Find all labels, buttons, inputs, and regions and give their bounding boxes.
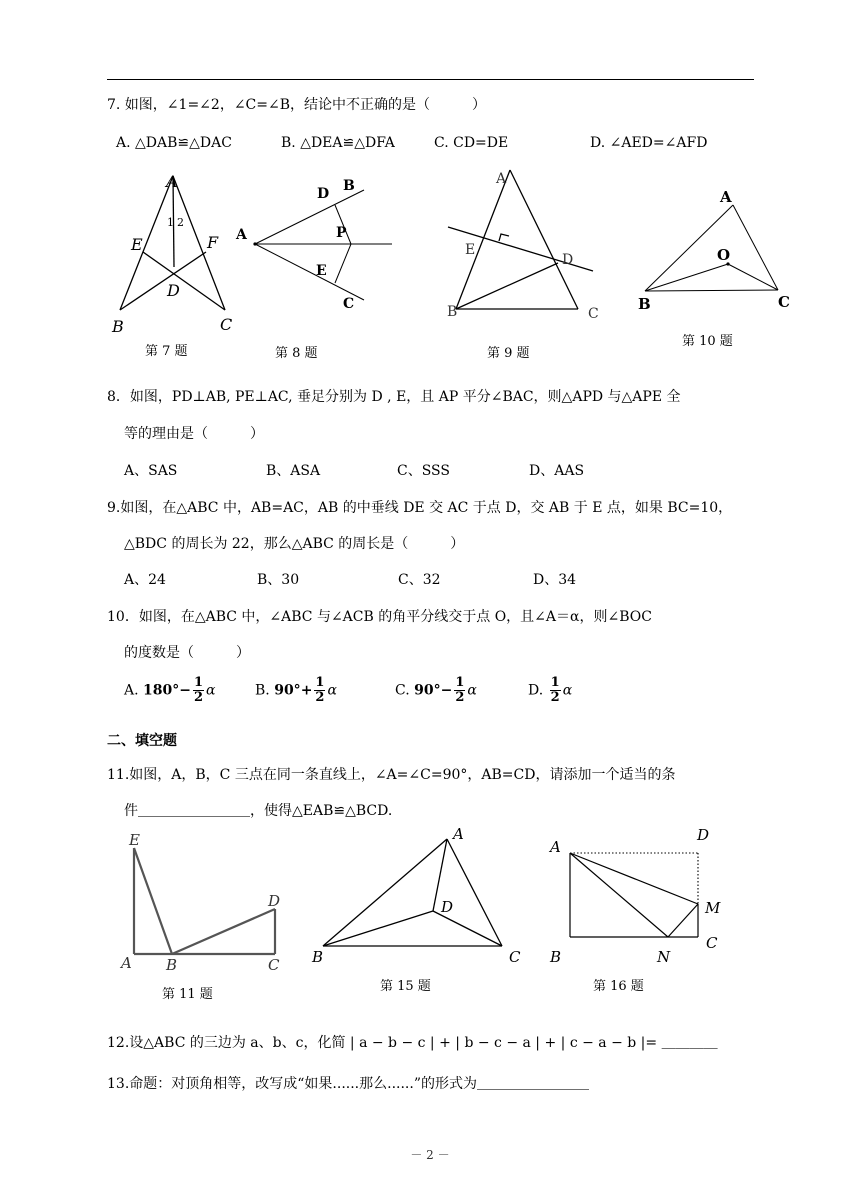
fig10-label-a: A	[720, 188, 732, 206]
fig7-label-c: C	[220, 315, 233, 334]
q10-option-d: D. $\frac{1}{2}$ α	[528, 675, 573, 705]
fig16-label-a: A	[550, 838, 561, 856]
caption-fig15: 第 15 题	[380, 979, 431, 994]
section-fill-in-blank: 二、填空题	[107, 733, 177, 749]
fig11-label-c: C	[268, 956, 280, 974]
fig16-label-d: D	[697, 826, 710, 844]
fig9-label-a: A	[496, 171, 507, 187]
fig15-label-b: B	[312, 948, 324, 966]
caption-fig11: 第 11 题	[162, 987, 213, 1002]
q10-option-a: A. 180°− $\frac{1}{2}$ α	[124, 675, 216, 705]
figure-15	[305, 822, 530, 972]
fig15-label-d: D	[441, 898, 454, 916]
fig9-label-e: E	[465, 242, 476, 258]
fig15-label-a: A	[453, 825, 464, 843]
caption-fig8: 第 8 题	[275, 346, 318, 361]
fig11-label-a: A	[121, 954, 132, 972]
caption-fig7: 第 7 题	[145, 344, 188, 359]
fig16-label-m: M	[705, 899, 721, 917]
q8-option-b: B、ASA	[266, 463, 321, 479]
header-rule	[107, 79, 754, 80]
q8-option-c: C、SSS	[397, 463, 450, 479]
figure-8	[230, 170, 400, 320]
fig7-label-b: B	[112, 317, 124, 336]
fig15-label-c: C	[509, 948, 521, 966]
q9-line2: △BDC 的周长为 22，那么△ABC 的周长是（ ）	[124, 536, 465, 552]
fig11-label-e: E	[129, 831, 140, 849]
fig11-label-d: D	[268, 892, 281, 910]
fig16-label-b: B	[550, 948, 562, 966]
figure-10	[630, 180, 800, 320]
caption-fig9: 第 9 题	[487, 346, 530, 361]
figure-11	[110, 828, 310, 978]
q7-stem: 7. 如图，∠1=∠2，∠C=∠B，结论中不正确的是（ ）	[107, 97, 487, 113]
fig10-label-o: O	[717, 246, 731, 264]
q8-line1: 8．如图，PD⊥AB, PE⊥AC, 垂足分别为 D , E，且 AP 平分∠BAC，则△APD 与△APE 全	[107, 389, 681, 405]
q9-option-a: A、24	[124, 572, 166, 588]
fig7-label-2: 2	[177, 216, 184, 229]
fig8-label-b: B	[343, 178, 355, 194]
q7-option-c: C. CD=DE	[434, 135, 509, 151]
fig8-label-a: A	[236, 227, 247, 243]
figure-9	[438, 162, 618, 332]
q9-line1: 9.如图，在△ABC 中，AB=AC，AB 的中垂线 DE 交 AC 于点 D，交 AB 于 E 点，如果 BC=10，	[107, 500, 733, 516]
q11-line2: 件＿＿＿＿＿＿＿＿，使得△EAB≌△BCD.	[124, 803, 393, 819]
q9-option-c: C、32	[398, 572, 441, 588]
fig8-label-c: C	[343, 296, 355, 312]
q10-option-c: C. 90°− $\frac{1}{2}$ α	[395, 675, 477, 705]
q7-option-d: D. ∠AED=∠AFD	[590, 135, 708, 151]
fig10-label-c: C	[778, 293, 790, 311]
q11-line1: 11.如图，A，B，C 三点在同一条直线上，∠A=∠C=90°，AB=CD，请添加一个适当的条	[107, 767, 676, 783]
fig9-label-c: C	[588, 306, 599, 322]
fig16-label-c: C	[706, 934, 718, 952]
q10-option-b: B. 90°+ $\frac{1}{2}$ α	[255, 675, 337, 705]
q9-option-b: B、30	[257, 572, 300, 588]
fig8-label-e: E	[316, 263, 327, 279]
fig7-label-a: A	[166, 172, 178, 191]
fig7-label-f: F	[207, 233, 219, 252]
fig11-label-b: B	[166, 956, 178, 974]
fig16-label-n: N	[657, 948, 671, 966]
q8-option-d: D、AAS	[529, 463, 585, 479]
q7-option-a: A. △DAB≌△DAC	[116, 135, 232, 151]
caption-fig10: 第 10 题	[682, 334, 733, 349]
caption-fig16: 第 16 题	[593, 979, 644, 994]
fig7-label-e: E	[131, 235, 143, 254]
q7-option-b: B. △DEA≌△DFA	[281, 135, 395, 151]
fig7-label-1: 1	[167, 216, 174, 229]
figure-16	[540, 824, 740, 974]
q13-text: 13.命题：对顶角相等，改写成“如果......那么......”的形式为＿＿＿＿＿＿＿＿	[107, 1076, 589, 1092]
q9-option-d: D、34	[533, 572, 577, 588]
q10-line1: 10．如图，在△ABC 中，∠ABC 与∠ACB 的角平分线交于点 O，且∠A＝α，则∠BOC	[107, 609, 652, 625]
q12-text: 12.设△ABC 的三边为 a、b、c，化简 | a − b − c | + | b − c − a | + | c − a − b |= ＿＿＿＿	[107, 1035, 718, 1051]
q10-line2: 的度数是（ ）	[124, 645, 250, 661]
page-number: － 2 －	[410, 1148, 450, 1162]
fig9-label-d: D	[562, 252, 574, 268]
q8-line2: 等的理由是（ ）	[124, 426, 264, 442]
fig8-label-p: P	[336, 225, 347, 241]
q8-option-a: A、SAS	[124, 463, 178, 479]
fig8-label-d: D	[317, 186, 330, 202]
figure-7	[100, 168, 250, 338]
fig7-label-d: D	[167, 281, 180, 300]
fig10-label-b: B	[638, 295, 651, 313]
fig9-label-b: B	[447, 304, 458, 320]
